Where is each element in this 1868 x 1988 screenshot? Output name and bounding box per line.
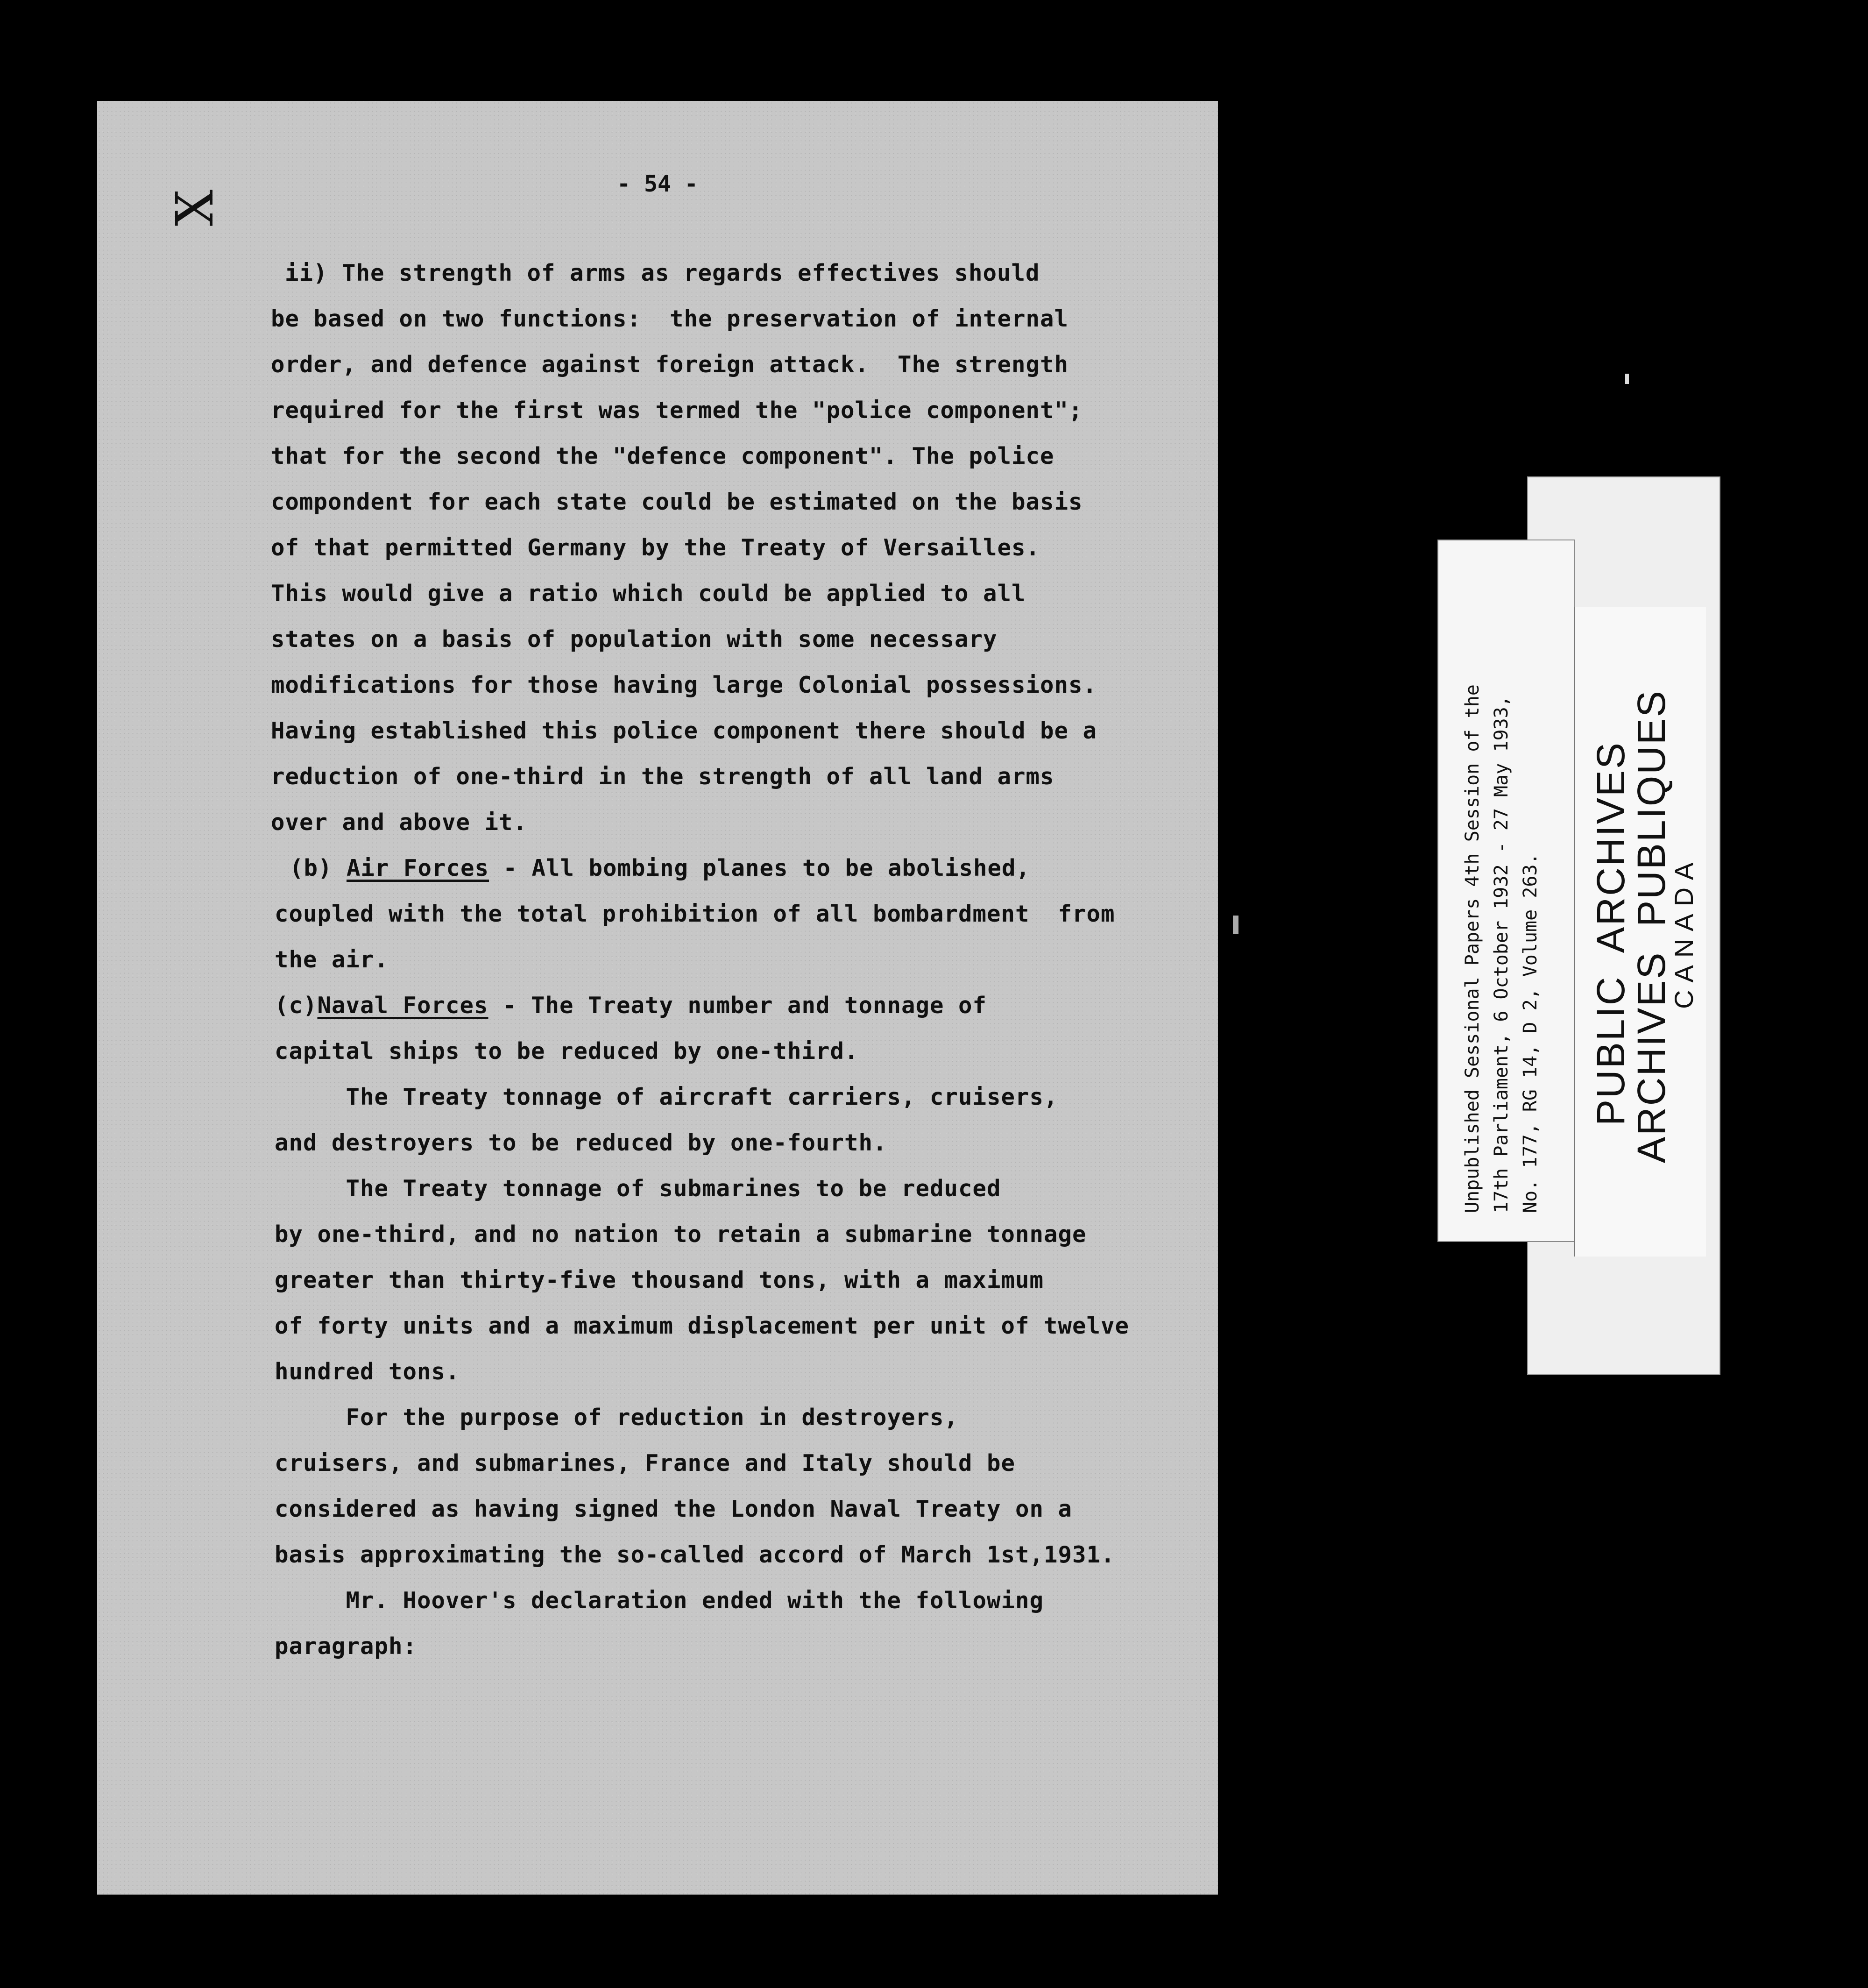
text-line: states on a basis of population with some necessary (271, 626, 998, 653)
text-line: capital ships to be reduced by one-third. (275, 1038, 859, 1065)
dust-speck (1233, 916, 1238, 934)
document-page (97, 101, 1218, 1895)
text-line-naval-forces: (c)Naval Forces - The Treaty number and tonnage of (275, 992, 987, 1019)
card-line: Unpublished Sessional Papers 4th Session of the (1462, 684, 1483, 1213)
text-line: the air. (275, 946, 389, 973)
archive-reference-card (1437, 540, 1575, 1242)
text-line: The Treaty tonnage of aircraft carriers, cruisers, (275, 1084, 1058, 1110)
text-line: ii) The strength of arms as regards effectives should (285, 260, 1040, 286)
text-line: and destroyers to be reduced by one-fourth. (275, 1129, 887, 1156)
underlined-heading-text: Naval Forces (317, 992, 488, 1019)
text-line: of that permitted Germany by the Treaty of Versailles. (271, 534, 1040, 561)
stamp-line: PUBLIC ARCHIVES (1589, 741, 1633, 1126)
text-line: required for the first was termed the "police component"; (271, 397, 1083, 424)
text-line: The Treaty tonnage of submarines to be reduced (275, 1175, 1001, 1202)
text-line: basis approximating the so-called accord of March 1st,1931. (275, 1541, 1115, 1568)
text-line: hundred tons. (275, 1358, 460, 1385)
dust-speck (1625, 374, 1629, 384)
text-line: order, and defence against foreign attack. The strength (271, 351, 1069, 378)
text-line-air-forces (290, 855, 1030, 881)
page-number: - 54 - (617, 171, 698, 197)
text-line: modifications for those having large Colonial possessions. (271, 672, 1097, 698)
text-line: Having established this police component there should be a (271, 717, 1097, 744)
text-line: over and above it. (271, 809, 528, 836)
card-line: No. 177, RG 14, D 2, Volume 263. (1520, 853, 1541, 1213)
text-line: reduction of one-third in the strength of all land arms (271, 763, 1054, 790)
text-line: cruisers, and submarines, France and Italy should be (275, 1450, 1016, 1477)
text-line: by one-third, and no nation to retain a submarine tonnage (275, 1221, 1087, 1248)
underlined-heading: (b) Air Forces - All bombing planes to be abolished, (290, 855, 1031, 881)
text-line: coupled with the total prohibition of all bombardment from (275, 901, 1115, 927)
text-line: For the purpose of reduction in destroyers, (275, 1404, 959, 1431)
text-line: paragraph: (275, 1633, 417, 1660)
text-line: be based on two functions: the preservation of internal (271, 305, 1069, 332)
underlined-heading-text: Air Forces (347, 855, 489, 881)
text-line: greater than thirty-five thousand tons, with a maximum (275, 1267, 1044, 1293)
text-line: of forty units and a maximum displacement per unit of twelve (275, 1313, 1130, 1339)
archive-stamp-label (1574, 607, 1706, 1257)
text-line: This would give a ratio which could be applied to all (271, 580, 1026, 607)
text-line: compondent for each state could be estimated on the basis (271, 489, 1083, 515)
card-line: 17th Parliament, 6 October 1932 - 27 May 1933, (1491, 696, 1512, 1213)
text-line: considered as having signed the London Naval Treaty on a (275, 1496, 1073, 1522)
text-line: Mr. Hoover's declaration ended with the following (275, 1587, 1044, 1614)
margin-mark: X (165, 189, 225, 227)
stamp-line: ARCHIVES PUBLIQUES (1629, 689, 1673, 1163)
stamp-line: CANADA (1669, 855, 1698, 1009)
text-line: that for the second the "defence component". The police (271, 443, 1054, 469)
